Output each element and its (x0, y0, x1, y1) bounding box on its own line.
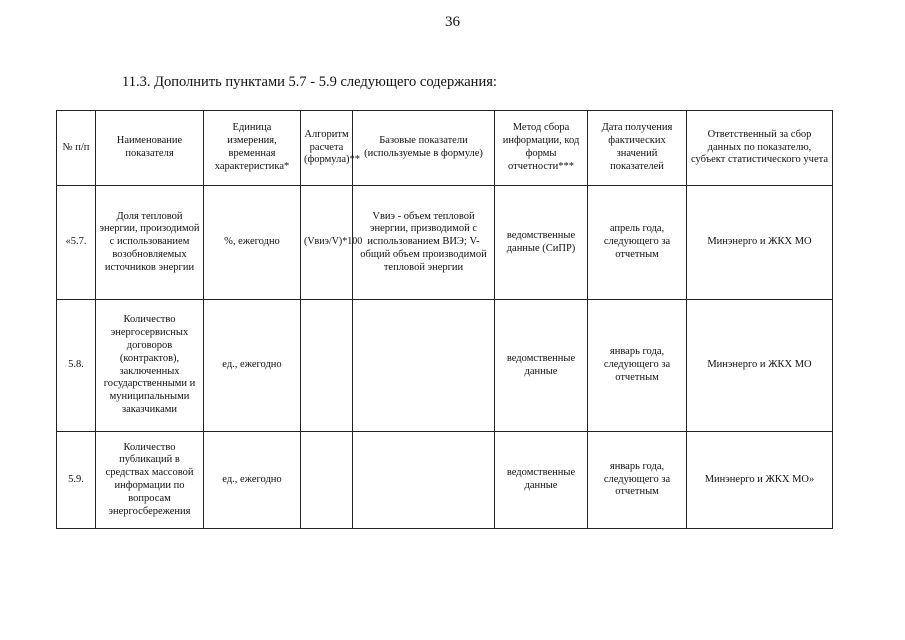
header-unit: Единица измерения, временная характеристика* (204, 111, 301, 186)
row-unit: ед., ежегодно (204, 432, 301, 529)
table-header-row (57, 111, 833, 186)
row-num: 5.9. (57, 432, 96, 529)
table-row (57, 186, 833, 300)
row-base (353, 300, 495, 432)
row-method: ведомственные данные (495, 432, 588, 529)
row-date: январь года, следующего за отчетным (588, 300, 687, 432)
row-date: январь года, следующего за отчетным (588, 432, 687, 529)
row-num: «5.7. (57, 186, 96, 300)
table-row (57, 300, 833, 432)
row-name: Количество публикаций в средствах массовой информации по вопросам энергосбережения (96, 432, 204, 529)
row-unit: %, ежегодно (204, 186, 301, 300)
row-method: ведомственные данные (СиПР) (495, 186, 588, 300)
header-name: Наименование показателя (96, 111, 204, 186)
section-heading: 11.3. Дополнить пунктами 5.7 - 5.9 следующего содержания: (122, 74, 497, 90)
header-method: Метод сбора информации, код формы отчетности*** (495, 111, 588, 186)
row-responsible: Минэнерго и ЖКХ МО (687, 300, 833, 432)
header-formula: Алгоритм расчета (формула)** (301, 111, 353, 186)
row-method: ведомственные данные (495, 300, 588, 432)
row-num: 5.8. (57, 300, 96, 432)
row-formula (301, 432, 353, 529)
row-responsible: Минэнерго и ЖКХ МО (687, 186, 833, 300)
header-responsible: Ответственный за сбор данных по показателю, субъект статистического учета (687, 111, 833, 186)
row-formula: (Vвиэ/V)*100 (301, 186, 353, 300)
header-num: № п/п (57, 111, 96, 186)
row-responsible: Минэнерго и ЖКХ МО» (687, 432, 833, 529)
row-name: Количество энергосервисных договоров (контрактов), заключенных государственными и муниципальными заказчиками (96, 300, 204, 432)
header-date: Дата получения фактических значений показателей (588, 111, 687, 186)
table-row (57, 432, 833, 529)
page-number: 36 (445, 14, 460, 30)
row-date: апрель года, следующего за отчетным (588, 186, 687, 300)
row-base (353, 432, 495, 529)
row-unit: ед., ежегодно (204, 300, 301, 432)
row-name: Доля тепловой энергии, произодимой с использованием возобновляемых источников энергии (96, 186, 204, 300)
row-base: Vвиэ - объем тепловой энергии, призводимой с использованием ВИЭ; V- общий объем производимой тепловой энергии (353, 186, 495, 300)
row-formula (301, 300, 353, 432)
indicators-table (56, 110, 833, 529)
header-base: Базовые показатели (используемые в формуле) (353, 111, 495, 186)
